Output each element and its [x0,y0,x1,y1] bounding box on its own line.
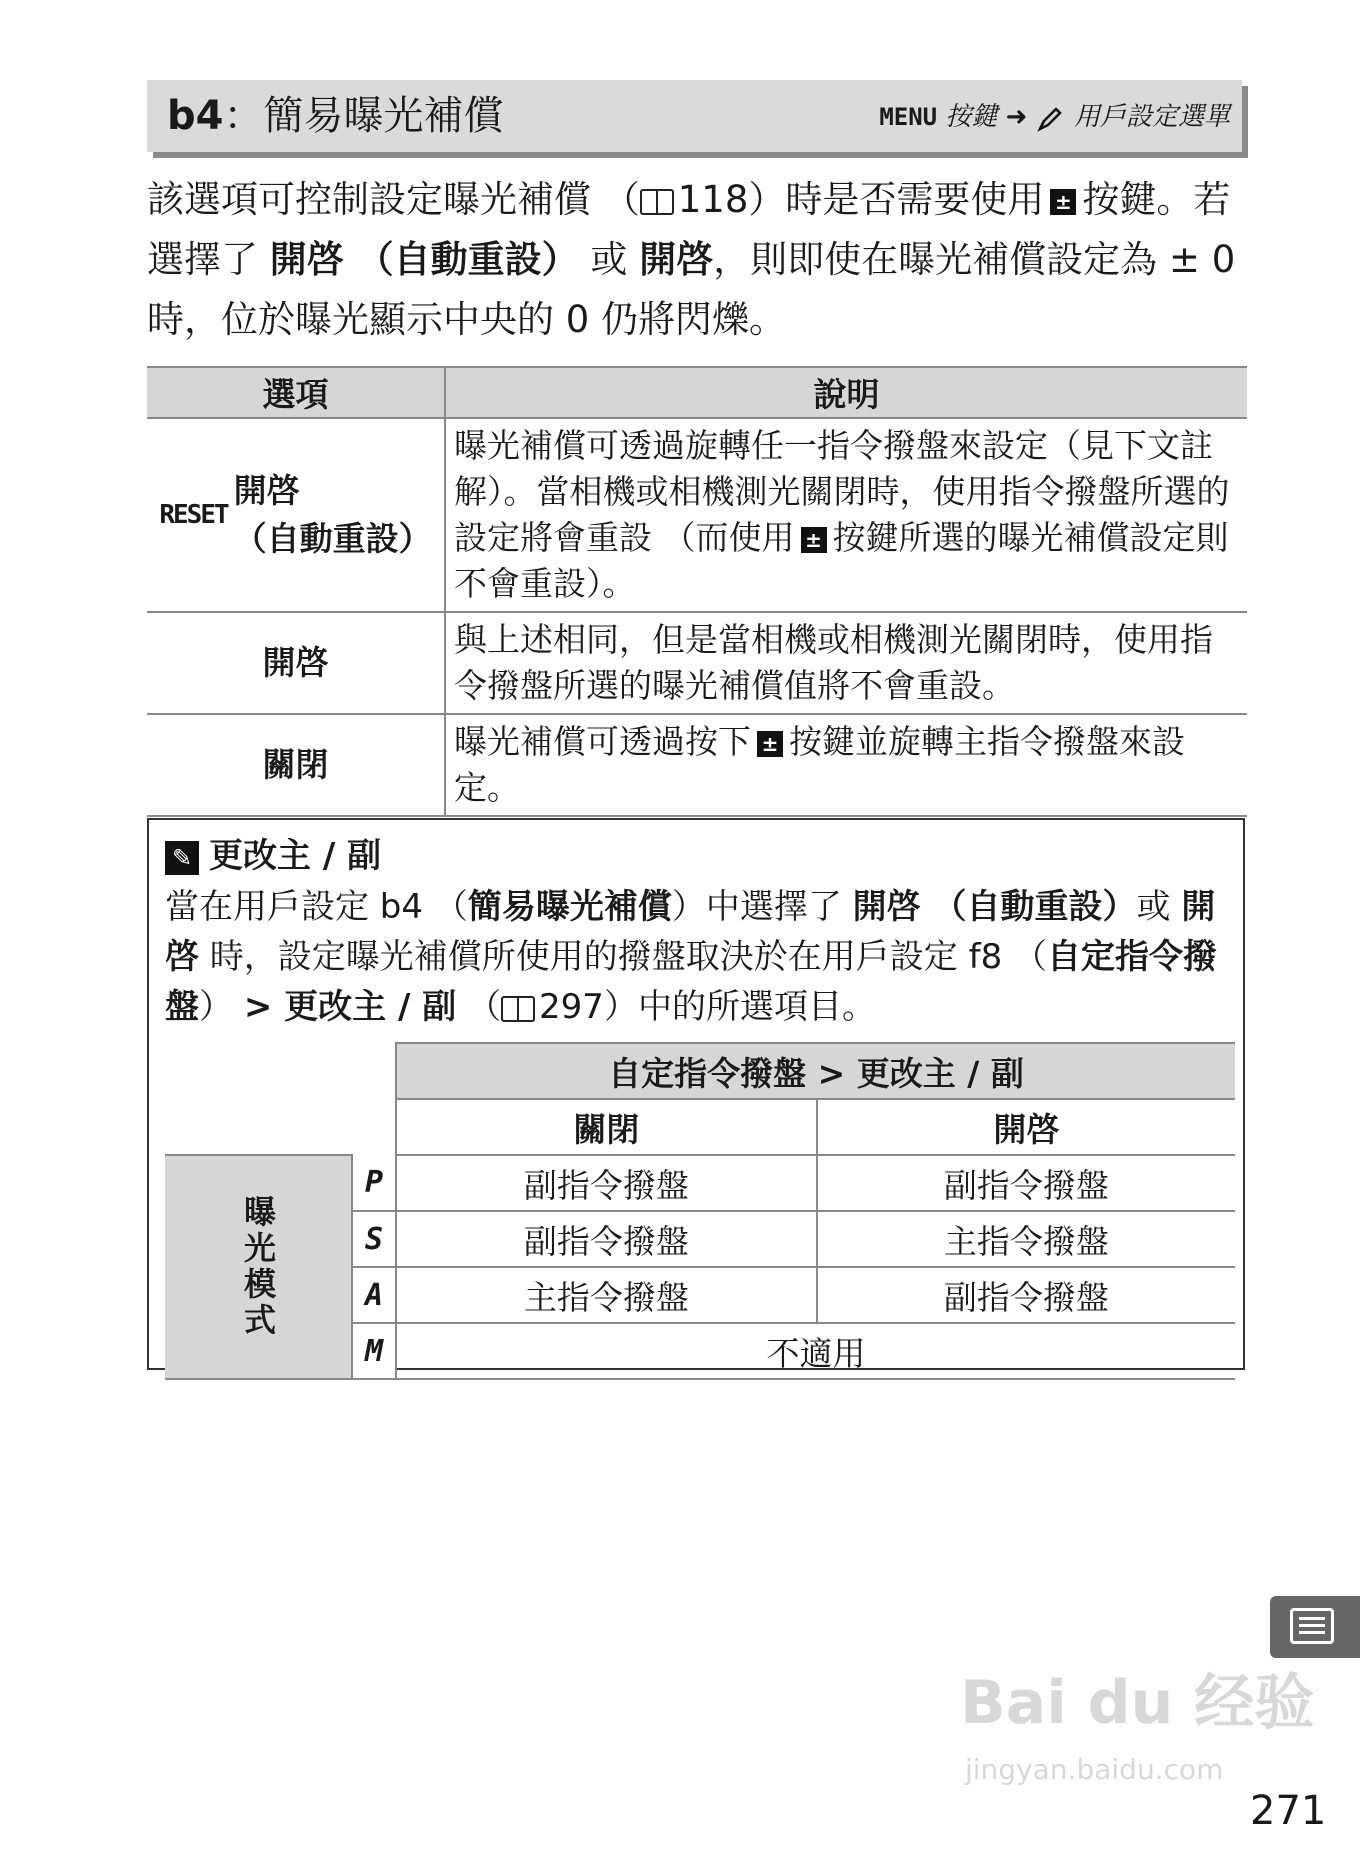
desc-cell [445,714,1247,816]
side-label-cell [165,1155,352,1379]
side-label: 曝光模式 [239,1195,277,1339]
note-text-7: ）中的所選項目。 [603,987,876,1027]
intro-text-5: ，則即使在曝光補償設定為 ± 0 時，位於曝光顯示中央的 0 仍將閃爍。 [147,238,1236,341]
note-bold-4: 自定指令撥盤 [165,937,1218,1027]
intro-text-3: 按鍵。若選擇了 [147,178,1231,281]
table-row [165,1155,1235,1211]
option-cell [147,714,445,816]
cell-on: 主指令撥盤 [817,1211,1235,1267]
note-box [147,818,1245,1373]
exposure-comp-icon: ± [1050,189,1076,215]
col-option: 選項 [147,367,445,418]
menu-key-text: 按鍵 [945,102,998,132]
note-body [165,882,1235,1032]
note-text-4: 時，設定曝光補償所使用的撥盤取決於在用戶設定 f8 （ [209,937,1048,977]
chapter-tab[interactable] [1270,1596,1360,1658]
watermark-url: jingyan.baidu.com [965,1753,1224,1786]
page-ref: 118 [677,178,749,221]
note-text-1: 當在用戶設定 b4 （ [165,887,468,927]
table-row [147,418,1247,612]
exposure-comp-icon: ± [801,527,827,553]
table-row [147,612,1247,714]
book-ref-icon [501,996,535,1022]
page-number: 271 [1250,1788,1327,1834]
option-label: 開啓 [262,643,329,682]
mode-a: A [352,1267,396,1323]
note-bold-2: 開啓 （自動重設） [852,887,1137,927]
pencil-icon [1036,103,1066,133]
desc-text: 曝光補償可透過按下 [454,722,751,761]
section-code: b4 [167,93,224,139]
col-off: 關閉 [396,1099,817,1155]
option-label: 關閉 [262,745,329,784]
watermark-logo: Bai du 经验 [960,1668,1315,1738]
desc-text: 曝光補償可透過旋轉任一指令撥盤來設定（見下文註解）。當相機或相機測光關閉時，使用指令撥盤所選的設定將會重設 （而使用 [454,426,1230,557]
option-cell [147,612,445,714]
mode-m: M [352,1323,396,1379]
options-table-header [147,367,1247,418]
intro-text-1: 該選項可控制設定曝光補償 （ [147,178,640,221]
note-bold-1: 簡易曝光補償 [467,887,672,927]
note-bold-5: > 更改主 / 副 [243,987,457,1027]
note-title-text: 更改主 / 副 [209,836,382,876]
arrow-icon: ➜ [1005,102,1028,132]
note-text-3: 或 [1136,887,1171,927]
col-desc: 說明 [445,367,1247,418]
note-text-2: ）中選擇了 [671,887,842,927]
desc-text-2: 按鍵所選的曝光補償設定則不會重設）。 [454,518,1229,603]
cell-on: 副指令撥盤 [817,1155,1235,1211]
mode-s: S [352,1211,396,1267]
table-row [147,714,1247,816]
intro-paragraph [147,170,1247,350]
cell-off: 副指令撥盤 [396,1155,817,1211]
section-title-text: ：簡易曝光補償 [223,93,504,139]
dial-table [165,1042,1235,1380]
cell-na: 不適用 [396,1323,1235,1379]
dial-table-header: 自定指令撥盤 > 更改主 / 副 [396,1043,1235,1099]
cell-on: 副指令撥盤 [817,1267,1235,1323]
note-bold-3: 開啓 [165,887,1216,977]
desc-cell [445,418,1247,612]
page-ref: 297 [539,987,604,1027]
section-title [167,90,503,142]
option-label: 開啓 [233,471,300,510]
section-header [147,80,1242,152]
note-text-5: ） [199,987,233,1027]
intro-text-2: ）時是否需要使用 [748,178,1045,221]
options-table [147,366,1247,817]
col-on: 開啓 [817,1099,1235,1155]
reset-icon: RESET [159,500,228,530]
desc-cell: 與上述相同，但是當相機或相機測光關閉時，使用指令撥盤所選的曝光補償值將不會重設。 [445,612,1247,714]
book-ref-icon [640,189,674,215]
cell-off: 副指令撥盤 [396,1211,817,1267]
exposure-comp-icon: ± [757,731,783,757]
option-cell [147,418,445,612]
option-name-b: 開啓 [639,238,714,281]
menu-key-label: MENU [879,103,938,131]
mode-p: P [352,1155,396,1211]
note-pencil-icon: ✎ [165,841,199,875]
note-title [165,832,381,880]
desc-text-2: 按鍵並旋轉主指令撥盤來設定。 [454,722,1185,807]
menu-name: 用戶設定選單 [1073,102,1230,132]
option-name-a: 開啓 （自動重設） [269,238,579,281]
menu-path [879,100,1230,134]
menu-list-icon [1290,1608,1334,1644]
intro-text-4: 或 [590,238,628,281]
option-label-sub: （自動重設） [233,519,432,558]
note-text-6: （ [467,987,502,1027]
cell-off: 主指令撥盤 [396,1267,817,1323]
